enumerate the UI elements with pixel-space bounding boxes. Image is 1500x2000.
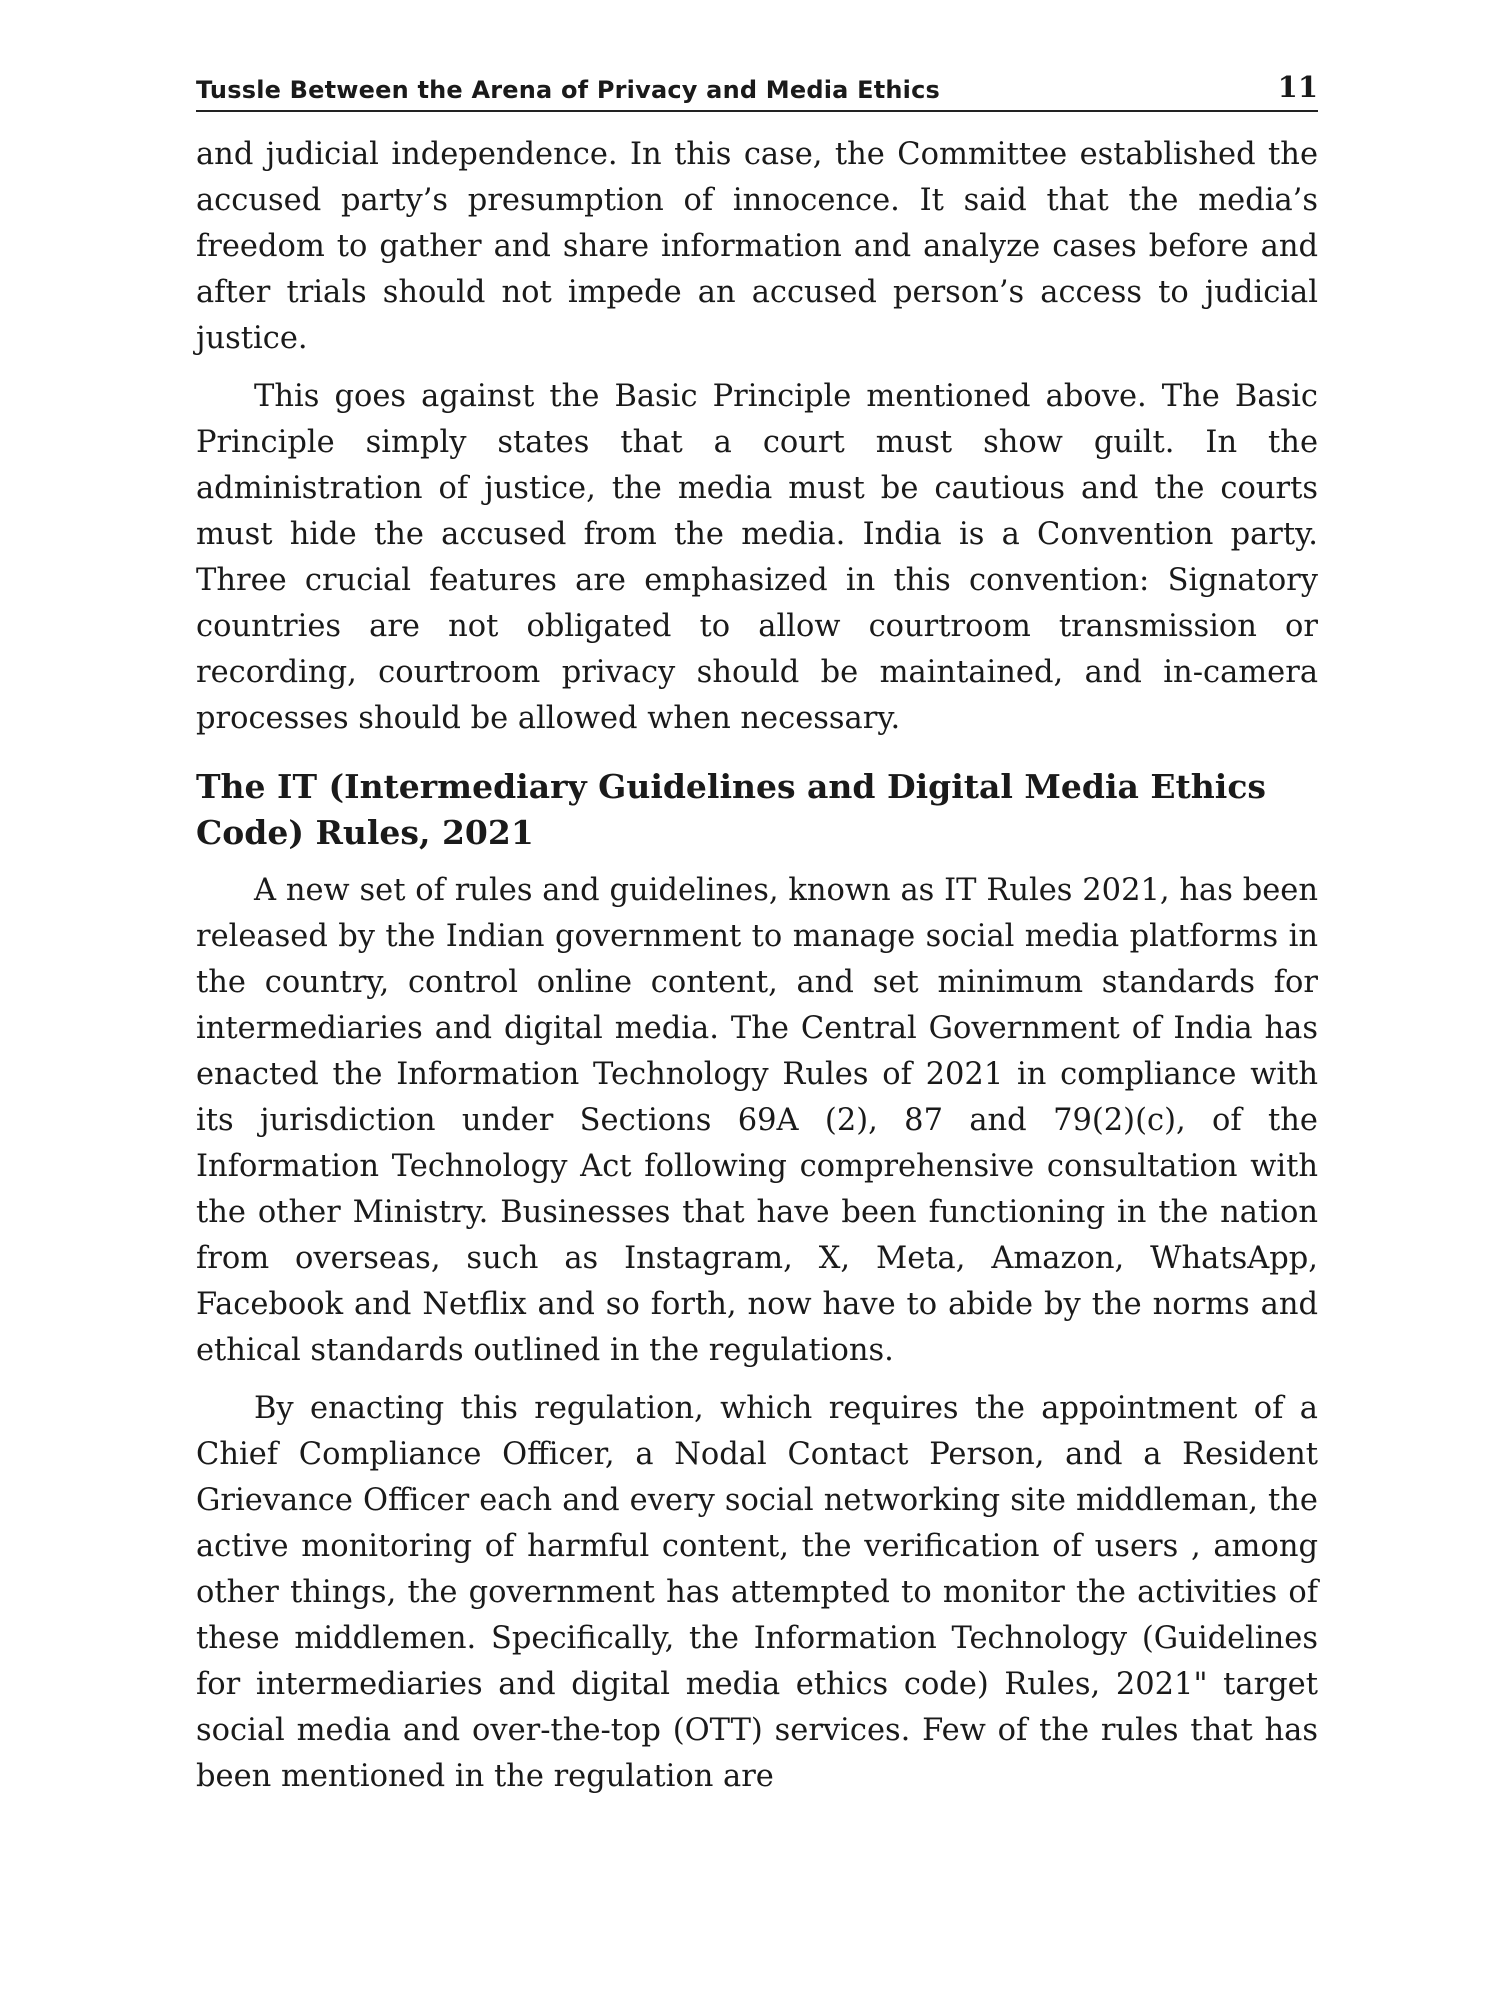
paragraph-it-rules-intro: A new set of rules and guidelines, known as IT Rules 2021, has been released by the Indian government to manage social media platforms in the country, control online content, and set minimum standards for intermediaries and digital media. The Central Government of India has enacted the Information Technology Rules of 2021 in compliance with its jurisdiction under Sections 69A (2), 87 and 79(2)(c), of the Information Technology Act following comprehensive consultation with the other Ministry. Businesses that have been functioning in the nation from overseas, such as Instagram, X, Meta, Amazon, WhatsApp, Facebook and Netflix and so forth, now have to abide by the norms and ethical standards outlined in the regulations. bbox=[196, 873, 1318, 1368]
running-title: Tussle Between the Arena of Privacy and Media Ethics bbox=[196, 76, 941, 104]
page-number: 11 bbox=[1277, 70, 1318, 104]
running-header bbox=[196, 70, 1318, 112]
paragraph-continued: and judicial independence. In this case, the Committee established the accused party’s presumption of innocence. It said that the media’s freedom to gather and share information and analyze cases before and after trials should not impede an accused person’s access to judicial justice. bbox=[196, 137, 1318, 356]
section-heading: The IT (Intermediary Guidelines and Digital Media Ethics Code) Rules, 2021 bbox=[196, 767, 1267, 852]
book-page bbox=[196, 70, 1318, 1800]
paragraph-basic-principle: This goes against the Basic Principle mentioned above. The Basic Principle simply states that a court must show guilt. In the administration of justice, the media must be cautious and the courts must hide the accused from the media. India is a Convention party. Three crucial features are emphasized in this convention: Signatory countries are not obligated to allow courtroom transmission or recording, courtroom privacy should be maintained, and in-camera processes should be allowed when necessary. bbox=[196, 379, 1318, 736]
paragraph-it-rules-regulation: By enacting this regulation, which requires the appointment of a Chief Compliance Officer, a Nodal Contact Person, and a Resident Grievance Officer each and every social networking site middleman, the active monitoring of harmful content, the verification of users , among other things, the government has attempted to monitor the activities of these middlemen. Specifically, the Information Technology (Guidelines for intermediaries and digital media ethics code) Rules, 2021" target social media and over-the-top (OTT) services. Few of the rules that has been mentioned in the regulation are bbox=[196, 1391, 1318, 1794]
